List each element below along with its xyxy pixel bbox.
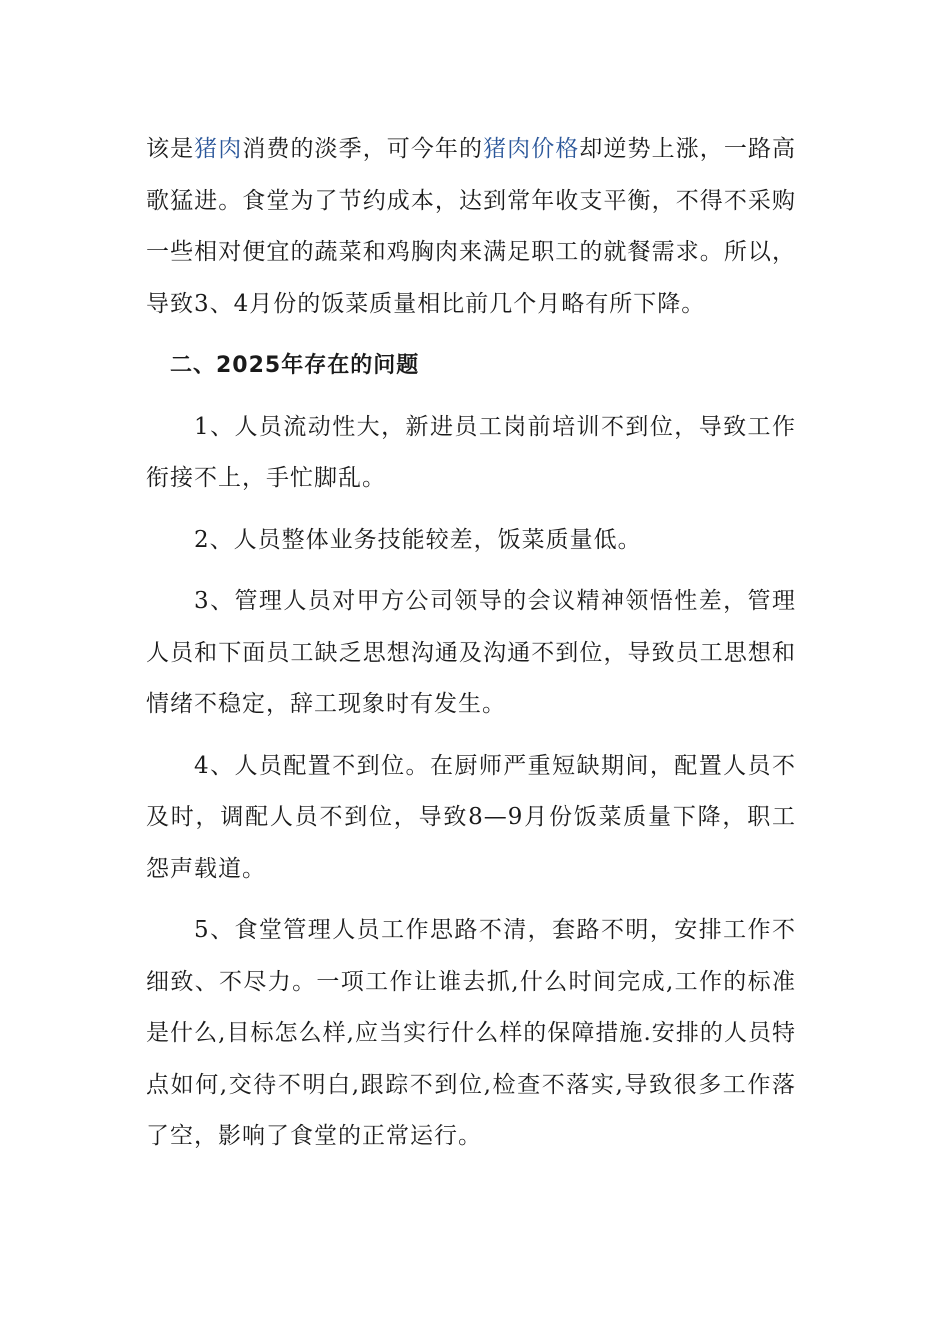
intro-text-3: 却逆势上涨，一路高歌猛进。食堂为了节约成本，达到常年收支平衡，不得不采购一些相对便宜的蔬菜和鸡胸肉来满足职工的就餐需求。所以，导致3、4月份的饭菜质量相比前几个月略有所下降。 (146, 136, 797, 317)
problem-item-2: 2、人员整体业务技能较差，饭菜质量低。 (194, 526, 642, 553)
pork-price-link[interactable]: 猪肉价格 (483, 136, 580, 162)
intro-text-2: 消费的淡季，可今年的 (242, 136, 484, 162)
document-body (146, 124, 796, 1173)
problem-item-4: 4、人员配置不到位。在厨师严重短缺期间，配置人员不及时，调配人员不到位，导致8—9月份饭菜质量下降，职工怨声载道。 (146, 752, 796, 882)
section-heading: 二、2025年存在的问题 (170, 353, 420, 378)
problem-item-1: 1、人员流动性大，新进员工岗前培训不到位，导致工作衔接不上，手忙脚乱。 (146, 413, 796, 491)
intro-paragraph (146, 124, 796, 330)
problem-item-5: 5、食堂管理人员工作思路不清，套路不明，安排工作不细致、不尽力。一项工作让谁去抓,什么时间完成,工作的标准是什么,目标怎么样,应当实行什么样的保障措施.安排的人员特点如何,交待不明白,跟踪不到位,检查不落实,导致很多工作落了空，影响了食堂的正常运行。 (146, 917, 796, 1149)
problem-item-3: 3、管理人员对甲方公司领导的会议精神领悟性差，管理人员和下面员工缺乏思想沟通及沟通不到位，导致员工思想和情绪不稳定，辞工现象时有发生。 (146, 588, 796, 717)
pork-link[interactable]: 猪肉 (194, 136, 243, 162)
intro-text-1: 该是 (146, 136, 195, 162)
